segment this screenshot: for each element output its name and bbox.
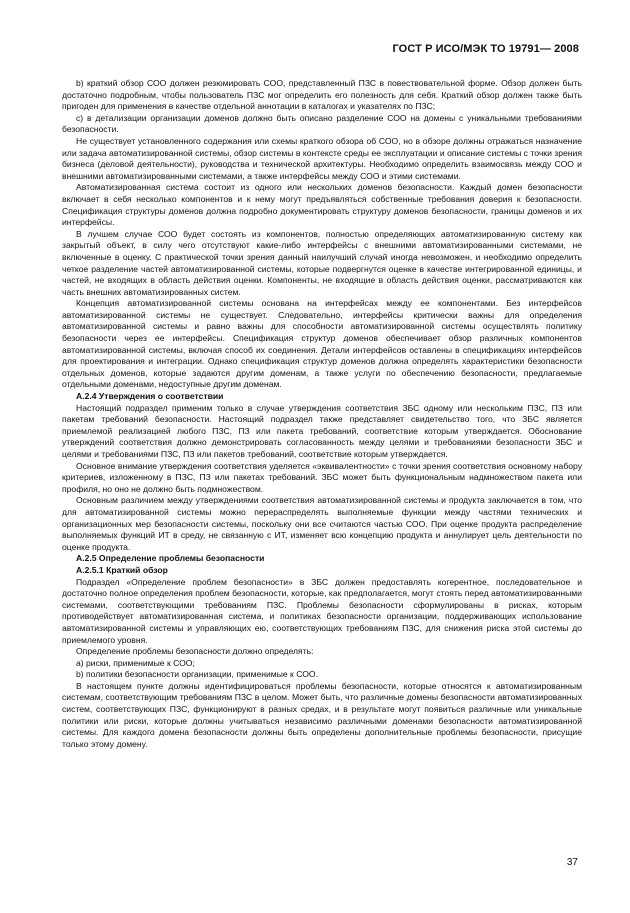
- paragraph: В настоящем пункте должны идентифицироваться проблемы безопасности, которые относятся к автоматизированным системам, соответствующим требованиям ПЗС в целом. Может быть, что различные домены безопасности автоматизированных систем, соответствующих ПЗС, функционируют в разных средах, и в результате могут появиться различные или уникальные политики или риски, которые должны учитываться независимо различными доменами безопасности автоматизированной системы. Для каждого домена безопасности должны быть определены дополнительные проблемы безопасности, присущие только этому домену.: [62, 680, 582, 749]
- paragraph: Настоящий подраздел применим только в случае утверждения соответствия ЗБС одному или нескольким ПЗС, ПЗ или пакетам требований безопасности. Настоящий подраздел также представляет свидетельство того, что ЗБС является приемлемой реализацией любого ПЗС, ПЗ или пакета требований, соответствие которым утверждается. Обоснование утверждений соответствия должно демонстрировать согласованность между целями и требованиями безопасности ЗБС и целями и требованиями ПЗС, ПЗ или пакетов требований, соответствие которым утверждается.: [62, 402, 582, 459]
- paragraph: Основным различием между утверждениями соответствия автоматизированной системы и продукта заключается в том, что для автоматизированной системы можно перераспределять выполняемые функции между частями технических и организационных мер безопасности системы, поскольку они все считаются частью СОО. При оценке продукта распределение выполняемых функций ИТ в среду, не связанную с ИТ, изменяет всю концепцию продукта и аннулирует цель деятельности по оценке продукта.: [62, 495, 582, 552]
- paragraph: b) краткий обзор СОО должен резюмировать СОО, представленный ПЗС в повествовательной форме. Обзор должен быть достаточно подробным, чтобы пользователь ПЗС мог определить его полезность для себя. Краткий обзор должен также быть пригоден для применения в качестве отдельной аннотации в каталогах и указателях по ПЗС;: [62, 78, 582, 112]
- paragraph: Определение проблемы безопасности должно определять:: [76, 646, 314, 657]
- standard-code-header: ГОСТ Р ИСО/МЭК ТО 19791— 2008: [392, 43, 579, 55]
- page-number: 37: [566, 857, 578, 868]
- section-heading: А.2.4 Утверждения о соответствии: [76, 391, 224, 402]
- list-item: а) риски, применимые к СОО;: [76, 657, 195, 668]
- document-body: [62, 78, 582, 750]
- list-item: b) политики безопасности организации, применимые к СОО.: [76, 669, 318, 680]
- subsection-heading: А.2.5.1 Краткий обзор: [76, 564, 168, 575]
- paragraph: Концепция автоматизированной системы основана на интерфейсах между ее компонентами. Без интерфейсов автоматизированной системы не существует. Следовательно, интерфейсы критически важны для определения автоматизированной системы и равно важны для способности автоматизированной системы осуществлять политику безопасности через ее интерфейсы. Спецификация структур доменов обеспечивает обзор различных компонентов автоматизированной системы, включая способ их соединения. Детали интерфейсов оставлены в спецификациях интерфейсов для проектирования и интеграции. Однако спецификация структур доменов должна определять характеристики безопасности отдельных доменов, которые задаются другим доменам, а также услуги по обеспечению безопасности, предлагаемые отдельными доменами, недоступные другим доменам.: [62, 298, 582, 390]
- paragraph: Автоматизированная система состоит из одного или нескольких доменов безопасности. Каждый домен безопасности включает в себя несколько компонентов и к нему могут предъявляться собственные требования доверия к безопасности. Спецификация структуры доменов должна подробно документировать структуру доменов безопасности, границы доменов и их интерфейсы.: [62, 182, 582, 228]
- paragraph: с) в детализации организации доменов должно быть описано разделение СОО на домены с уникальными требованиями безопасности.: [62, 112, 582, 135]
- paragraph: Подраздел «Определение проблем безопасности» в ЗБС должен предоставлять когерентное, последовательное и достаточно полное определения проблем безопасности, которые, как предполагается, могут стоять перед автоматизированными системами, соответствующими требованиям ПЗС. Проблемы безопасности сформулированы в рисках, которым противодействует автоматизированная система, и политиках безопасности организации, поддерживающих использование автоматизированной системы и управляющих ею, соответствующих требованиям ПЗС, для снижения риска этой системы до приемлемого уровня.: [62, 576, 582, 645]
- paragraph: Основное внимание утверждения соответствия уделяется «эквивалентности» с точки зрения соответствия основному набору критериев, изложенному в ПЗС, ПЗ или пакетах требований. ЗБС может быть функциональным надмножеством пакета или профиля, но оно не должно быть подмножеством.: [62, 460, 582, 494]
- paragraph: В лучшем случае СОО будет состоять из компонентов, полностью определяющих автоматизированную систему как закрытый объект, в силу чего отсутствуют какие-либо интерфейсы с внешними автоматизированными системами, не включенные в оценку. С практической точки зрения данный наилучший случай иногда невозможен, и необходимо определить четкое разделение частей автоматизированной системы, которые подвергнутся оценке в качестве интегрированной единицы, и частей, не входящих в область действия оценки. Компоненты, не входящие в область действия оценки, рассматриваются как часть внешних автоматизированных систем.: [62, 228, 582, 297]
- section-heading: А.2.5 Определение проблемы безопасности: [76, 553, 265, 564]
- paragraph: Не существует установленного содержания или схемы краткого обзора об СОО, но в обзоре должны отражаться назначение или задача автоматизированной системы, обзор системы в контексте среды ее эксплуатации и описание системы с точки зрения бизнеса (деловой деятельности), руководства и технической архитектуры. Необходимо определить взаимосвязь между СОО и внешними автоматизированными системами, а также интерфейсы между СОО и этими системами.: [62, 135, 582, 181]
